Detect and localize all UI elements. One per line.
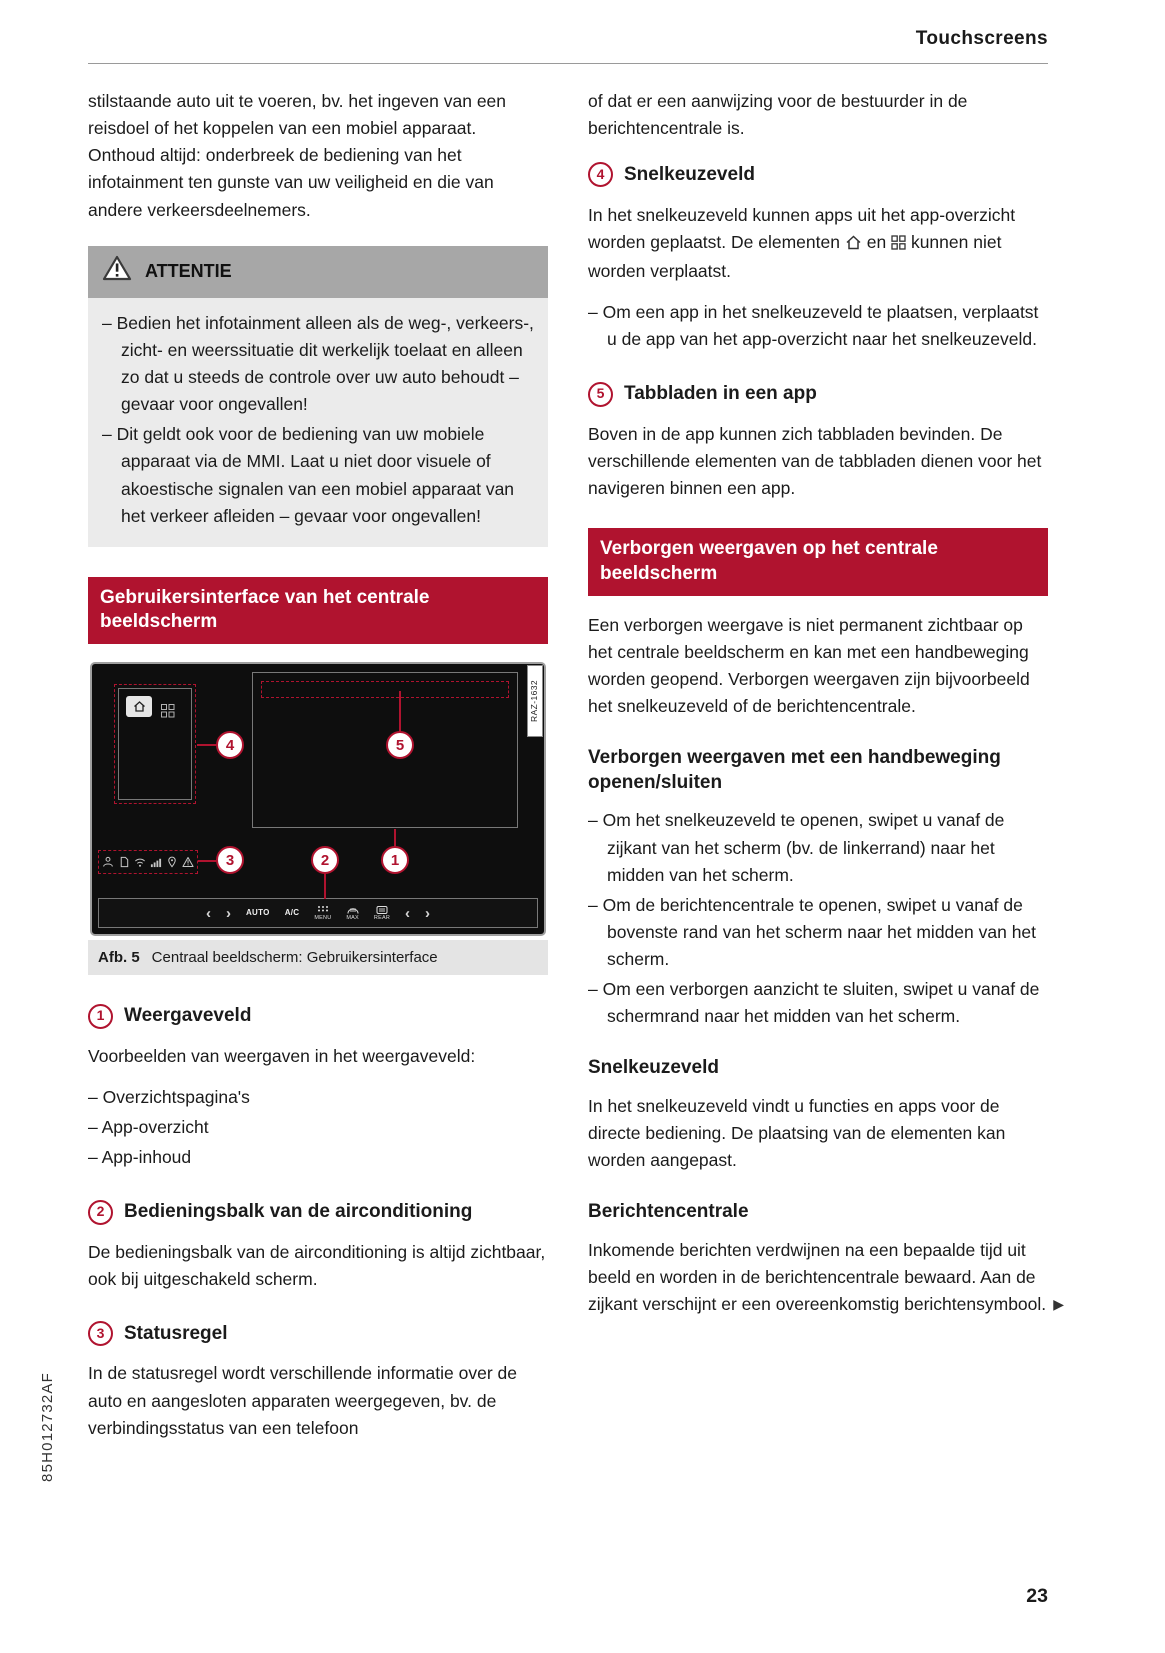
tabs-region	[261, 681, 509, 698]
menu-label: MENU	[314, 914, 332, 921]
item-4-list	[588, 299, 1048, 353]
intro-paragraph: stilstaande auto uit te voeren, bv. het ingeven van een reisdoel of het koppelen van een mobiel apparaat. Onthoud altijd: onderbreek de bediening van het infotainment ten gunste van uw veiligheid en die van andere verkeersdeelnemers.	[88, 91, 507, 220]
chevron-right-icon: ›	[425, 904, 431, 922]
infotainment-screen	[90, 662, 546, 936]
item-1-title: Weergaveveld	[124, 1005, 252, 1027]
item-1-lead: Voorbeelden van weergaven in het weergaveveld:	[88, 1045, 476, 1066]
attention-item: – Dit geldt ook voor de bediening van uw mobiele apparaat via de MMI. Laat u niet door visuele of akoestische signalen van een mobiel apparaat van het verkeer afleiden – gevaar voor ongevallen!	[102, 424, 515, 526]
item-4-heading	[588, 160, 1048, 189]
section-header-hidden-views: Verborgen weergaven op het centrale beeldscherm	[588, 528, 1048, 595]
list-item: – App-inhoud	[88, 1147, 192, 1168]
chevron-left-icon: ‹	[205, 904, 211, 922]
attention-title: ATTENTIE	[145, 260, 232, 281]
quick-access-body: In het snelkeuzeveld vindt u functies en apps voor de directe bediening. De plaatsing van de elementen kan worden aangepast.	[588, 1096, 1006, 1171]
subheading-quick-access: Snelkeuzeveld	[588, 1057, 719, 1079]
item-3-heading	[88, 1319, 548, 1348]
message-center-body: Inkomende berichten verdwijnen na een bepaalde tijd uit beeld en worden in de berichtencentrale bewaard. Aan de zijkant verschijnt er een overeenkomstig berichtensymbool.	[588, 1240, 1047, 1315]
item-2-title: Bedieningsbalk van de airconditioning	[124, 1201, 473, 1223]
max-label: MAX	[346, 914, 359, 921]
display-area	[252, 672, 518, 828]
figure-central-display	[88, 660, 548, 975]
item-4-body-text: kunnen niet worden verplaatst.	[588, 231, 1002, 281]
list-item: – Om een app in het snelkeuzeveld te plaatsen, verplaatst u de app van het app-overzicht naar het snelkeuzeveld.	[588, 302, 1039, 350]
person-icon	[102, 856, 114, 868]
left-column	[88, 88, 548, 1456]
page-number: 23	[1026, 1584, 1048, 1607]
item-4-body-text: en	[866, 231, 887, 252]
wifi-icon	[134, 856, 146, 868]
content-columns	[88, 88, 1064, 1456]
figure-caption	[88, 940, 548, 975]
item-2-body: De bedieningsbalk van de airconditioning is altijd zichtbaar, ook bij uitgeschakeld scherm.	[88, 1241, 546, 1289]
app-grid-icon	[161, 699, 175, 726]
attention-body	[88, 298, 548, 547]
callout-4: 4	[216, 731, 244, 759]
image-reference-code: RAZ-1632	[527, 665, 543, 737]
location-icon	[166, 856, 178, 868]
number-badge-2: 2	[88, 1200, 113, 1225]
gesture-list	[588, 807, 1048, 1030]
rear-defrost-button	[374, 905, 390, 922]
callout-line-4	[197, 744, 217, 746]
section-header-user-interface: Gebruikersinterface van het centrale beeldscherm	[88, 577, 548, 644]
callout-2: 2	[311, 846, 339, 874]
chevron-right-icon: ›	[225, 904, 231, 922]
callout-1: 1	[381, 846, 409, 874]
item-4-title: Snelkeuzeveld	[624, 164, 755, 186]
max-defrost-button	[346, 905, 359, 922]
figure-caption-text: Centraal beeldscherm: Gebruikersinterface	[151, 949, 438, 967]
message-center-paragraph	[588, 1237, 1064, 1318]
rear-label: REAR	[373, 914, 391, 921]
climate-control-bar	[98, 898, 538, 928]
number-badge-1: 1	[88, 1004, 113, 1029]
hidden-views-intro: Een verborgen weergave is niet permanent zichtbaar op het centrale beeldscherm en kan met een handbeweging worden geopend. Verborgen weergaven zijn bijvoorbeeld het snelkeuzeveld of de berichtencentrale.	[588, 614, 1030, 716]
sim-card-icon	[118, 856, 130, 868]
callout-5: 5	[386, 731, 414, 759]
menu-button	[314, 905, 331, 922]
item-5-title: Tabbladen in een app	[624, 383, 817, 405]
subheading-message-center: Berichtencentrale	[588, 1201, 749, 1223]
chevron-left-icon: ‹	[405, 904, 411, 922]
warning-icon	[182, 856, 194, 868]
subheading-open-close: Verborgen weergaven met een handbeweging openen/sluiten	[588, 747, 1001, 793]
attention-box	[88, 246, 548, 547]
warning-triangle-icon	[102, 255, 132, 289]
app-overview-icon	[891, 231, 906, 258]
item-2-heading	[88, 1197, 548, 1226]
home-icon	[126, 696, 152, 717]
item-3-body: In de statusregel wordt verschillende informatie over de auto en aangesloten apparaten weergegeven, bv. de verbindingsstatus van een telefoon	[88, 1363, 517, 1438]
callout-line-3	[198, 860, 217, 862]
number-badge-3: 3	[88, 1321, 113, 1346]
item-5-body: Boven in de app kunnen zich tabbladen bevinden. De verschillende elementen van de tabbladen dienen voor het navigeren binnen een app.	[588, 423, 1042, 498]
item-4-body-text: In het snelkeuzeveld kunnen apps uit het app-overzicht worden geplaatst. De elementen	[588, 204, 1016, 252]
callout-line-5	[399, 691, 401, 732]
item-4-body	[588, 202, 1048, 285]
figure-caption-label: Afb. 5	[98, 949, 140, 967]
auto-label: AUTO	[245, 907, 270, 917]
ac-label: A/C	[284, 907, 300, 917]
attention-header	[88, 246, 548, 298]
list-item: – App-overzicht	[88, 1117, 209, 1138]
continuation-arrow-icon: ▶	[1053, 1295, 1064, 1312]
item-1-heading	[88, 1001, 548, 1030]
status-bar	[102, 854, 194, 870]
attention-item: – Bedien het infotainment alleen als de weg-, verkeers-, zicht- en weerssituatie dit werkelijk toelaat en alleen zo dat u steeds de controle over uw auto behoudt – gevaar voor ongevallen!	[102, 312, 534, 415]
home-icon	[845, 231, 862, 258]
callout-3: 3	[216, 846, 244, 874]
page-title: Touchscreens	[88, 24, 1048, 64]
list-item: – Om de berichtencentrale te openen, swipet u vanaf de bovenste rand van het scherm naar het midden van het scherm.	[588, 894, 1037, 969]
callout-line-1	[394, 829, 396, 847]
list-item: – Om het snelkeuzeveld te openen, swipet u vanaf de zijkant van het scherm (bv. de linkerrand) naar het midden van het scherm.	[588, 810, 1005, 885]
item-5-heading	[588, 379, 1048, 408]
callout-line-2	[324, 873, 326, 899]
continuation-paragraph: of dat er een aanwijzing voor de bestuurder in de berichtencentrale is.	[588, 91, 968, 139]
document-side-code: 85H012732AF	[39, 1372, 56, 1482]
item-1-list	[88, 1084, 548, 1171]
quick-access-panel	[118, 688, 192, 800]
signal-bars-icon	[150, 856, 162, 868]
right-column	[588, 88, 1064, 1456]
list-item: – Overzichtspagina's	[88, 1086, 250, 1107]
central-display-illustration	[88, 660, 548, 938]
number-badge-5: 5	[588, 382, 613, 407]
number-badge-4: 4	[588, 162, 613, 187]
item-3-title: Statusregel	[124, 1323, 228, 1344]
list-item: – Om een verborgen aanzicht te sluiten, swipet u vanaf de schermrand naar het midden van het scherm.	[588, 979, 1040, 1027]
